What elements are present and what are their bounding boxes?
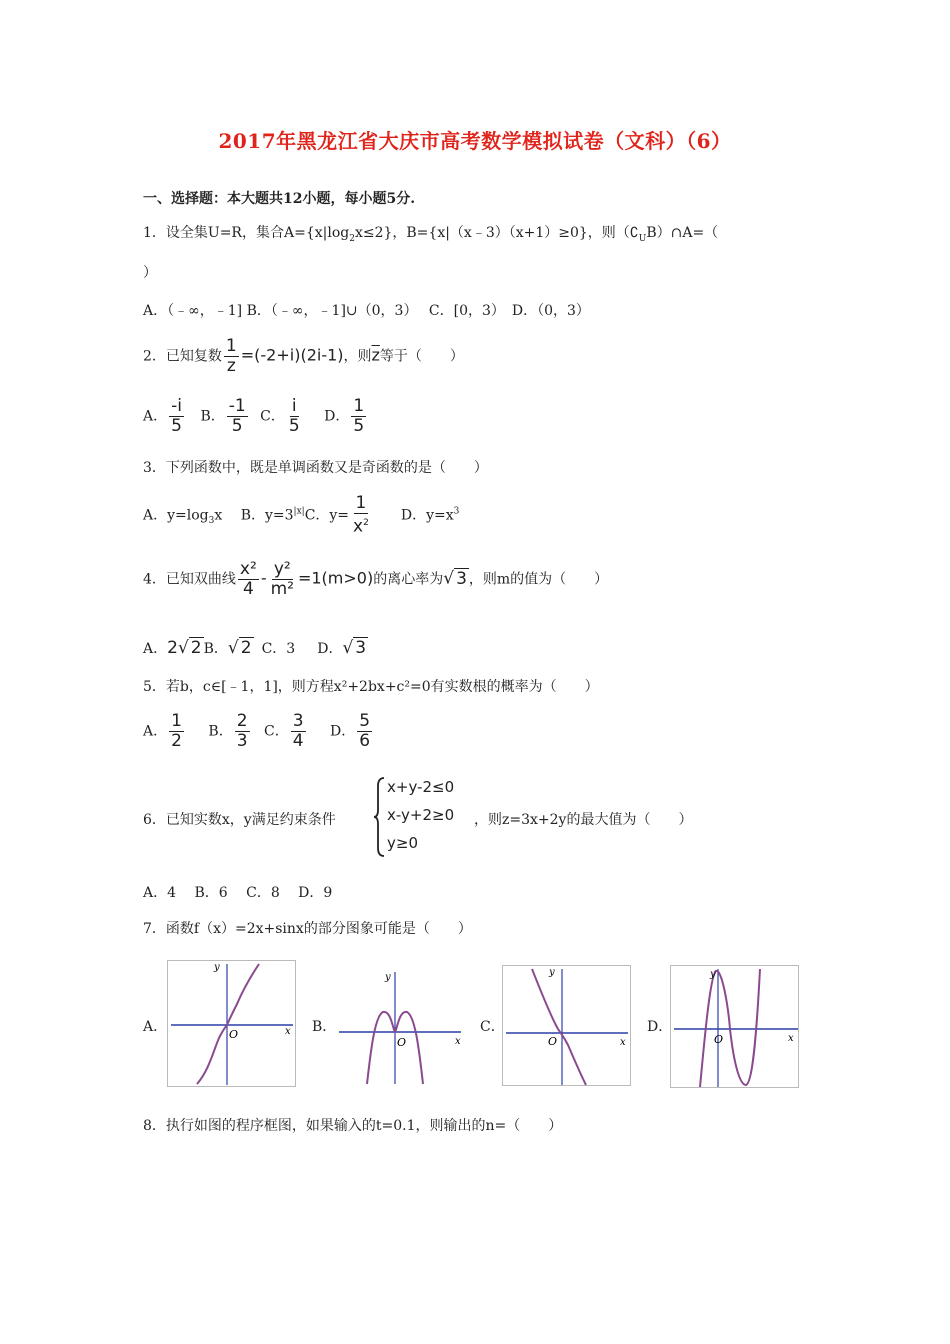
question-2-stem: 2．已知复数 $\frac{1}{z}$ =(-2+i)(2i-1)，则$\overline{z}$等于（ ） [143,336,464,376]
graph-option-a [167,960,297,1088]
question-3-options: A．$y=\log_3x$ B．$y=3^{|x|}C$．y= $\frac{1}{x^2}$ D．$y=x^3$ [143,493,460,537]
option-a-label: A． [143,1019,168,1035]
option-c-label: C． [480,1019,505,1035]
question-4-options: A．2√ 2 B．√ 2 C．3 D．√ 3 [143,638,367,658]
question-6-options: A．4 B．6 C．8 D．9 [143,885,333,901]
question-6-prefix: 6．已知实数x，y满足约束条件 [143,812,336,828]
graph-option-d [670,965,802,1089]
svg-text:y: y [385,972,391,983]
svg-text:y: y [214,962,220,973]
question-1-stem: 1．设全集U=R，集合$A=\{x|\log_2x\le 2\}$，B={x|（x﹣3）（x+1）≥0}，则$(∁_UB)\cap A=$（ [143,225,719,244]
question-6-suffix: ，则z=3x+2y的最大值为（ ） [474,812,693,828]
section-heading: 一、选择题：本大题共12小题，每小题5分. [143,191,416,207]
svg-text:x: x [285,1026,291,1037]
z-conjugate: $\overline{z}$ [371,345,380,365]
question-5-stem: 5．若b，c∈[﹣1，1]，则方程x²+2bx+c²=0有实数根的概率为（ ） [143,679,599,695]
svg-text:O: O [548,1035,558,1048]
option-d-label: D． [647,1019,673,1035]
svg-text:O: O [397,1036,407,1049]
left-brace-icon [373,776,387,858]
constraint-3: y≥0 [387,834,418,852]
page-title: 2017年黑龙江省大庆市高考数学模拟试卷（文科）（6） [218,129,732,153]
svg-text:y: y [549,967,555,978]
svg-text:y: y [710,969,716,980]
question-5-options: A． $\frac{1}{2}$ B． $\frac{2}{3}$ C． $\frac{3}{4}$ D． $\frac{5}{6}$ [143,711,371,751]
question-4-stem: 4．已知双曲线 $\frac{\text{x²}}{4}$ - $\frac{\text{y²}}{\text{m²}}$ =1(m>0)的离心率为√ 3 ，则m的值为（ ） [143,559,609,599]
svg-text:x: x [455,1036,461,1047]
question-2-options: A． $\frac{-i}{5}$ B． $\frac{-1}{5}$ C． $\frac{i}{5}$ D． $\frac{1}{5}$ [143,396,365,436]
graph-option-b [335,968,467,1086]
graph-option-c [502,965,634,1087]
svg-text:x: x [788,1033,794,1044]
question-1-options: A．（﹣∞，﹣1] B．（﹣∞，﹣1]∪（0，3） C．[0，3） D．（0，3） [143,303,590,319]
sqrt-3: √ 3 [443,568,467,589]
constraint-1: x+y-2≤0 [387,778,455,796]
svg-text:O: O [229,1028,239,1041]
svg-text:O: O [714,1033,724,1046]
question-3-stem: 3．下列函数中，既是单调函数又是奇函数的是（ ） [143,460,488,476]
option-b-label: B． [312,1019,337,1035]
constraint-2: x-y+2≥0 [387,806,455,824]
question-1-stem-continued: ） [143,265,157,281]
question-8-stem: 8．执行如图的程序框图，如果输入的t=0.1，则输出的n=（ ） [143,1118,563,1134]
fraction-1-over-z: $\frac{1}{z}$ [225,336,237,376]
svg-text:x: x [620,1037,626,1048]
question-7-stem: 7．函数f（x）=2x+sinx的部分图象可能是（ ） [143,921,472,937]
constraint-system [373,776,483,858]
